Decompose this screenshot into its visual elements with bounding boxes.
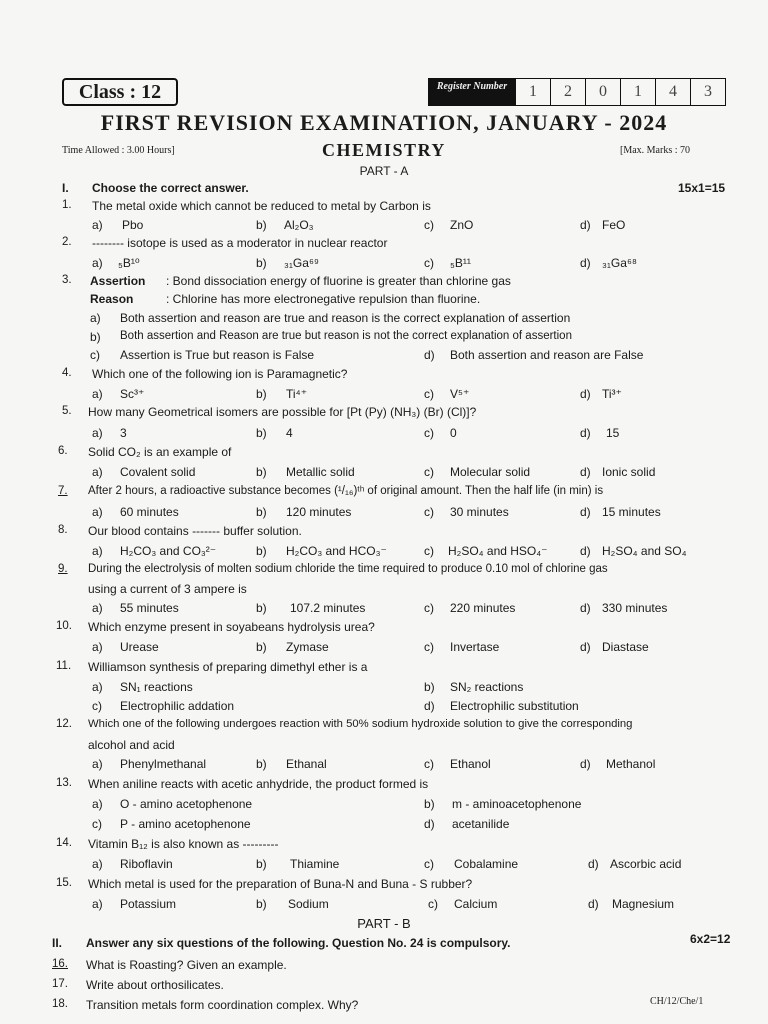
question-number: 16. [52, 958, 68, 970]
register-digit: 2 [550, 79, 585, 105]
reason-label: Reason [90, 292, 134, 306]
option-label: c) [424, 387, 434, 401]
option-text: 220 minutes [450, 601, 516, 615]
option-label: d) [588, 857, 599, 871]
option-text: 60 minutes [120, 505, 179, 519]
option-label: d) [580, 640, 591, 654]
option-label: d) [580, 465, 591, 479]
question-number: 9. [58, 563, 68, 575]
question-text: Write about orthosilicates. [86, 978, 224, 992]
option-text: Molecular solid [450, 465, 531, 479]
question-number: 1. [62, 199, 72, 211]
option-text: Both assertion and reason are true and reason is the correct explanation of assertion [120, 311, 571, 325]
option-text: Covalent solid [120, 465, 196, 479]
question-number: 14. [56, 837, 72, 849]
option-label: d) [580, 544, 591, 558]
question-number: 8. [58, 524, 68, 536]
option-label: c) [424, 218, 434, 232]
assertion-text: : Bond dissociation energy of fluorine is greater than chlorine gas [166, 274, 511, 288]
register-digit: 1 [620, 79, 655, 105]
option-label: d) [580, 757, 591, 771]
option-text: Methanol [606, 757, 656, 771]
option-text: P - amino acetophenone [120, 817, 251, 831]
option-text: H₂SO₄ and HSO₄⁻ [448, 544, 548, 558]
option-text: Cobalamine [454, 857, 519, 871]
option-label: a) [92, 797, 103, 811]
option-text: Ti⁴⁺ [286, 387, 308, 401]
option-text: Phenylmethanal [120, 757, 207, 771]
option-text: Potassium [120, 897, 177, 911]
option-text: 0 [450, 426, 457, 440]
option-label: c) [428, 897, 438, 911]
question-text: Transition metals form coordination complex. Why? [86, 998, 359, 1012]
question-text: Which one of the following ion is Paramagnetic? [92, 367, 348, 381]
option-text: Riboflavin [120, 857, 173, 871]
option-text: Ethanol [450, 757, 491, 771]
option-text: Electrophilic substitution [450, 699, 579, 713]
question-text: Solid CO₂ is an example of [88, 445, 232, 459]
option-label: c) [424, 640, 434, 654]
option-text: 15 minutes [602, 505, 661, 519]
section-instruction: Answer any six questions of the following. Question No. 24 is compulsory. [86, 936, 511, 950]
register-digit: 3 [690, 79, 725, 105]
option-text: H₂CO₃ and HCO₃⁻ [286, 544, 387, 558]
option-label: a) [92, 544, 103, 558]
option-label: d) [580, 256, 591, 270]
question-number: 18. [52, 998, 68, 1010]
page-code: CH/12/Che/1 [650, 996, 704, 1007]
section-numeral: II. [52, 936, 63, 950]
question-text: During the electrolysis of molten sodium chloride the time required to produce 0.10 mol of chlorine gas [88, 563, 608, 575]
option-text: Electrophilic addation [120, 699, 235, 713]
option-text: 4 [286, 426, 293, 440]
option-label: a) [92, 680, 103, 694]
option-label: b) [256, 897, 267, 911]
option-label: d) [580, 601, 591, 615]
option-label: c) [92, 699, 102, 713]
subject-title: CHEMISTRY [322, 140, 446, 160]
option-text: Al₂O₃ [284, 218, 314, 232]
option-text: H₂CO₃ and CO₃²⁻ [120, 544, 217, 558]
option-label: b) [424, 680, 435, 694]
part-b-heading: PART - B [357, 916, 411, 931]
exam-title: FIRST REVISION EXAMINATION, JANUARY - 2024 [100, 110, 668, 135]
option-label: c) [424, 465, 434, 479]
question-number: 4. [62, 367, 72, 379]
question-text: Which metal is used for the preparation of Buna-N and Buna - S rubber? [88, 877, 473, 891]
option-label: a) [92, 897, 103, 911]
option-text: O - amino acetophenone [120, 797, 253, 811]
option-text: Diastase [602, 640, 649, 654]
question-number: 17. [52, 978, 68, 990]
option-text: ₅B¹¹ [450, 256, 471, 270]
option-text: Ethanal [286, 757, 327, 771]
register-number-label: Register Number [429, 79, 515, 105]
question-number: 6. [58, 445, 68, 457]
option-label: a) [92, 505, 103, 519]
option-text: Metallic solid [286, 465, 355, 479]
option-text: ZnO [450, 218, 474, 232]
question-text: Williamson synthesis of preparing dimethyl ether is a [88, 660, 368, 674]
question-number: 3. [62, 274, 72, 286]
option-label: c) [424, 757, 434, 771]
option-label: d) [580, 426, 591, 440]
question-number: 15. [56, 877, 72, 889]
question-text: -------- isotope is used as a moderator in nuclear reactor [92, 236, 388, 250]
option-label: a) [92, 465, 103, 479]
option-label: c) [424, 857, 434, 871]
question-text: Which enzyme present in soyabeans hydrolysis urea? [88, 620, 375, 634]
option-text: SN₂ reactions [450, 680, 524, 694]
option-label: b) [256, 218, 267, 232]
question-number: 10. [56, 620, 72, 632]
question-text: Which one of the following undergoes reaction with 50% sodium hydroxide solution to give the corresponding [88, 718, 633, 730]
register-number-box [428, 78, 726, 106]
option-label: d) [424, 699, 435, 713]
option-label: c) [424, 601, 434, 615]
option-label: a) [92, 387, 103, 401]
question-text: Our blood contains ------- buffer solution. [88, 524, 302, 538]
option-label: b) [256, 505, 267, 519]
option-label: a) [92, 601, 103, 615]
option-label: d) [580, 505, 591, 519]
option-label: d) [580, 218, 591, 232]
option-label: d) [424, 348, 435, 362]
option-label: b) [424, 797, 435, 811]
option-text: acetanilide [452, 817, 510, 831]
option-text: Magnesium [612, 897, 675, 911]
question-number: 13. [56, 777, 72, 789]
option-text: 330 minutes [602, 601, 668, 615]
option-label: b) [256, 426, 267, 440]
option-label: a) [92, 857, 103, 871]
option-label: d) [588, 897, 599, 911]
option-text: Urease [120, 640, 159, 654]
question-number: 5. [62, 405, 72, 417]
option-label: a) [92, 426, 103, 440]
option-text: Sodium [288, 897, 329, 911]
option-label: c) [424, 256, 434, 270]
section-instruction: Choose the correct answer. [92, 181, 249, 195]
option-label: c) [424, 505, 434, 519]
question-text-continued: alcohol and acid [88, 738, 175, 752]
question-text: How many Geometrical isomers are possible for [Pt (Py) (NH₃) (Br) (Cl)]? [88, 405, 477, 419]
option-text: 3 [120, 426, 127, 440]
option-label: c) [424, 544, 434, 558]
question-number: 7. [58, 485, 68, 497]
question-number: 12. [56, 718, 72, 730]
part-a-heading: PART - A [359, 164, 409, 178]
question-text: What is Roasting? Given an example. [86, 958, 287, 972]
option-label: b) [256, 387, 267, 401]
question-text: When aniline reacts with acetic anhydride, the product formed is [88, 777, 429, 791]
question-text: The metal oxide which cannot be reduced to metal by Carbon is [92, 199, 431, 213]
register-digit: 4 [655, 79, 690, 105]
option-text: ₃₁Ga⁶⁹ [284, 256, 320, 270]
option-label: b) [256, 256, 267, 270]
option-label: c) [92, 817, 102, 831]
question-number: 11. [56, 660, 72, 672]
register-digit: 0 [585, 79, 620, 105]
option-text: Calcium [454, 897, 498, 911]
section-marks: 6x2=12 [690, 932, 731, 946]
option-text: 30 minutes [450, 505, 509, 519]
assertion-label: Assertion [90, 274, 146, 288]
question-text-continued: using a current of 3 ampere is [88, 582, 247, 596]
option-label: b) [256, 757, 267, 771]
option-label: a) [92, 256, 103, 270]
option-text: ₅B¹⁰ [118, 256, 140, 270]
option-label: d) [580, 387, 591, 401]
option-text: V⁵⁺ [450, 387, 470, 401]
option-text: Thiamine [290, 857, 340, 871]
option-label: a) [92, 218, 103, 232]
option-label: b) [256, 640, 267, 654]
option-text: ₃₁Ga⁶⁸ [602, 256, 637, 270]
section-numeral: I. [62, 181, 69, 195]
option-text: 55 minutes [120, 601, 179, 615]
max-marks: [Max. Marks : 70 [620, 145, 690, 156]
option-text: Pbo [122, 218, 144, 232]
option-label: c) [424, 426, 434, 440]
option-label: b) [256, 857, 267, 871]
time-allowed: Time Allowed : 3.00 Hours] [62, 145, 175, 156]
question-text: Vitamin B₁₂ is also known as --------- [88, 837, 279, 851]
option-label: d) [424, 817, 435, 831]
register-digit: 1 [515, 79, 550, 105]
option-label: a) [92, 640, 103, 654]
option-text: H₂SO₄ and SO₄ [602, 544, 687, 558]
option-text: 107.2 minutes [290, 601, 366, 615]
option-label: a) [90, 311, 101, 325]
option-text: Ionic solid [602, 465, 656, 479]
option-text: Ti³⁺ [602, 387, 622, 401]
option-text: 15 [606, 426, 620, 440]
option-text: Zymase [286, 640, 329, 654]
option-text: Both assertion and reason are False [450, 348, 644, 362]
option-text: Sc³⁺ [120, 387, 145, 401]
option-text: Invertase [450, 640, 500, 654]
option-label: b) [256, 465, 267, 479]
option-text: 120 minutes [286, 505, 352, 519]
reason-text: : Chlorine has more electronegative repulsion than fluorine. [166, 292, 481, 306]
option-label: c) [90, 348, 100, 362]
option-label: b) [256, 544, 267, 558]
option-label: a) [92, 757, 103, 771]
option-text: FeO [602, 218, 626, 232]
section-marks: 15x1=15 [678, 181, 726, 195]
option-text: Both assertion and Reason are true but reason is not the correct explanation of assertion [120, 330, 572, 342]
question-text: After 2 hours, a radioactive substance becomes (¹/₁₆)ᵗʰ of original amount. Then the half life (in min) is [88, 485, 604, 497]
option-text: Ascorbic acid [610, 857, 682, 871]
option-text: m - aminoacetophenone [452, 797, 582, 811]
option-text: Assertion is True but reason is False [120, 348, 315, 362]
option-label: b) [256, 601, 267, 615]
option-text: SN₁ reactions [120, 680, 193, 694]
option-label: b) [90, 330, 101, 344]
question-number: 2. [62, 236, 72, 248]
class-label: Class : 12 [62, 78, 178, 106]
